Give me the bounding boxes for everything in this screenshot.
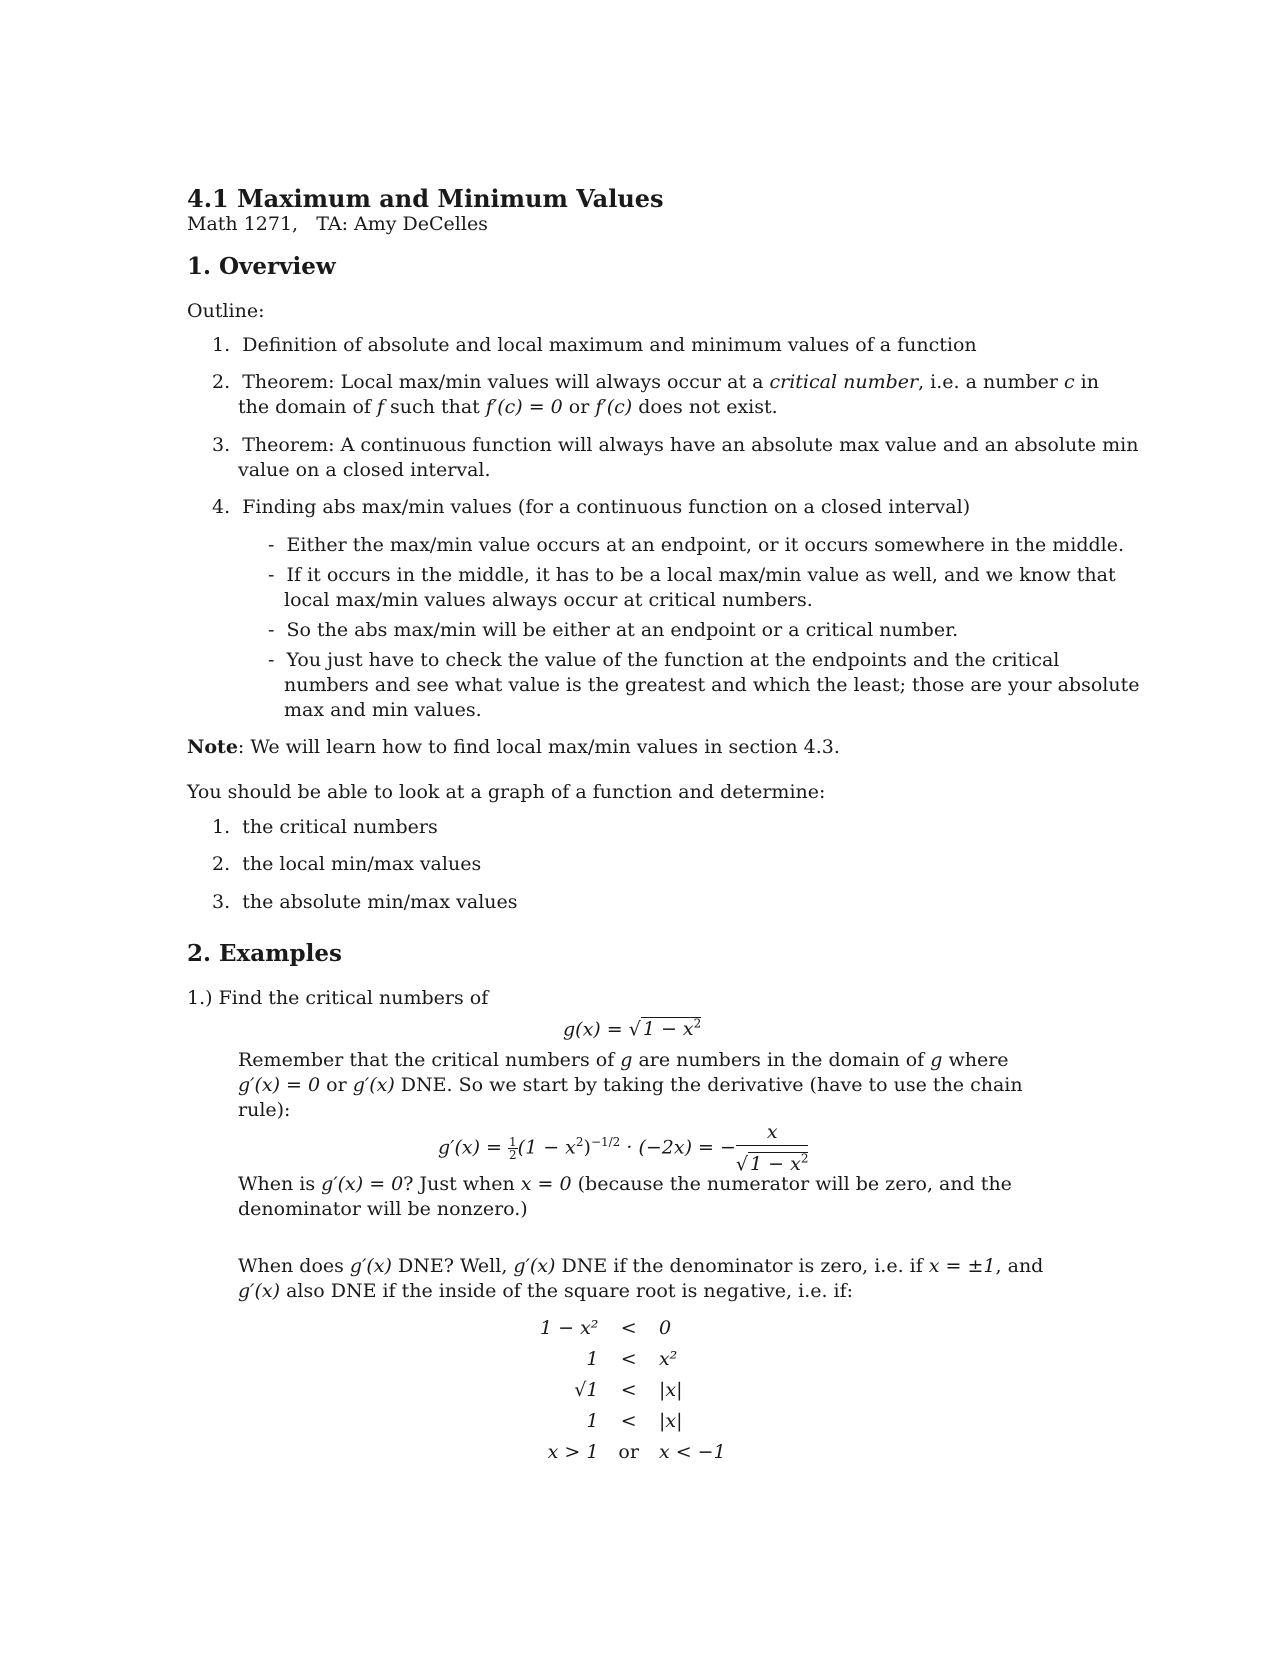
exponent: −1/2 [590, 1135, 621, 1149]
page-title: 4.1 Maximum and Minimum Values [187, 184, 664, 213]
note-label: Note [187, 736, 238, 758]
math-var: f [376, 396, 385, 418]
math-expr: (1 − x [517, 1136, 576, 1159]
inequality-row [530, 1343, 736, 1374]
fraction-numerator: x [736, 1119, 809, 1146]
ineq-rel: < [620, 1378, 637, 1401]
exponent: 2 [575, 1135, 584, 1149]
ineq-right: 0 [658, 1316, 672, 1339]
sub-item-2 [268, 563, 1116, 588]
body-text: When does [238, 1255, 350, 1277]
math-expr: g(x) = [563, 1018, 629, 1041]
math-expr: g′(x) [513, 1255, 556, 1277]
example-1-label: 1.) Find the critical numbers of [187, 987, 489, 1009]
sub-item-4-line-2: numbers and see what value is the greatest and which the least; those are your absolute [284, 674, 1140, 696]
sub-item-text: If it occurs in the middle, it has to be a local max/min value as well, and we know that [286, 564, 1116, 586]
outline-item-number: 2. [212, 371, 231, 393]
body-text: , and [995, 1255, 1044, 1277]
math-expr: g′(x) = [438, 1136, 509, 1159]
para-2-line-1 [238, 1172, 1012, 1197]
course-label: Math 1271, [187, 213, 299, 235]
sub-item-3 [268, 618, 958, 643]
math-var: c [1063, 371, 1075, 393]
body-text: ? Just when [403, 1173, 521, 1195]
ineq-left: 1 − x² [540, 1316, 599, 1339]
ineq-left: 1 [586, 1409, 599, 1432]
exponent: 2 [693, 1017, 702, 1031]
derivative-equation [438, 1116, 808, 1177]
ineq-right: x² [658, 1347, 678, 1370]
outline-item-2-line-2 [238, 395, 778, 420]
graph-item-text: the local min/max values [242, 853, 482, 875]
body-text: DNE. So we start by taking the derivative (have to use the chain [394, 1074, 1023, 1096]
outline-item-text: Theorem: A continuous function will always have an absolute max value and an absolute min [242, 434, 1139, 456]
sqrt-icon: √ [628, 1018, 641, 1041]
outline-item-number: 4. [212, 496, 231, 518]
inequality-row [530, 1436, 736, 1467]
para-1-line-3: rule): [238, 1099, 291, 1121]
examples-heading: 2. Examples [187, 940, 342, 967]
outline-item-text: Definition of absolute and local maximum and minimum values of a function [242, 334, 977, 356]
body-text: (because the numerator will be zero, and the [571, 1173, 1012, 1195]
graph-item-text: the absolute min/max values [242, 891, 518, 913]
body-text: or [320, 1074, 353, 1096]
math-var: g [620, 1049, 633, 1071]
outline-item-number: 1. [212, 334, 231, 356]
inequality-row [530, 1374, 736, 1405]
outline-item-text: such that [384, 396, 486, 418]
math-expr: f′(c) [595, 396, 633, 418]
body-text: DNE if the denominator is zero, i.e. if [555, 1255, 929, 1277]
math-var: g [930, 1049, 943, 1071]
graph-item-number: 2. [212, 853, 231, 875]
math-expr: · (−2x) = − [620, 1136, 736, 1159]
math-expr: 1 − x [750, 1153, 801, 1176]
sub-item-text: So the abs max/min will be either at an endpoint or a critical number. [286, 619, 959, 641]
outline-item-1 [212, 333, 977, 358]
math-expr: g′(x) [238, 1280, 281, 1302]
outline-item-text: or [562, 396, 596, 418]
outline-item-text: Finding abs max/min values (for a continuous function on a closed interval) [242, 496, 971, 518]
ineq-rel: < [620, 1316, 637, 1339]
math-expr: g′(x) [349, 1255, 392, 1277]
graph-intro: You should be able to look at a graph of a function and determine: [187, 781, 826, 803]
sub-item-text: Either the max/min value occurs at an endpoint, or it occurs somewhere in the middle. [286, 534, 1125, 556]
sub-item-4 [268, 648, 1059, 673]
body-text: Remember that the critical numbers of [238, 1049, 621, 1071]
ineq-right: |x| [658, 1409, 683, 1432]
graph-item-2 [212, 852, 481, 877]
math-expr: g′(x) [352, 1074, 395, 1096]
outline-item-2 [212, 370, 1099, 395]
para-3-line-1 [238, 1254, 1043, 1279]
sub-item-2-line-2: local max/min values always occur at critical numbers. [284, 589, 813, 611]
note-text: : We will learn how to find local max/min values in section 4.3. [237, 736, 840, 758]
para-2-line-2: denominator will be nonzero.) [238, 1198, 528, 1220]
ta-label: TA: Amy DeCelles [316, 213, 488, 235]
outline-item-text: , i.e. a number [918, 371, 1064, 393]
para-1-line-2 [238, 1073, 1023, 1098]
para-3-line-2 [238, 1279, 853, 1304]
math-expr: g′(x) = 0 [238, 1074, 321, 1096]
outline-item-text: the domain of [238, 396, 377, 418]
math-expr: f′(c) = 0 [485, 396, 563, 418]
outline-item-number: 3. [212, 434, 231, 456]
ineq-left: 1 [586, 1347, 599, 1370]
outline-item-3 [212, 433, 1138, 458]
inequality-table [530, 1312, 736, 1467]
outline-item-text: in [1074, 371, 1099, 393]
graph-item-number: 1. [212, 816, 231, 838]
outline-item-4 [212, 495, 970, 520]
sqrt-icon: √ [735, 1153, 749, 1176]
one-half-fraction [508, 1136, 518, 1161]
body-text: When is [238, 1173, 322, 1195]
ineq-right: x < −1 [658, 1440, 726, 1463]
graph-item-text: the critical numbers [242, 816, 438, 838]
inequality-row [530, 1312, 736, 1343]
dash-bullet: - [268, 649, 275, 671]
math-expr: x = 0 [520, 1173, 572, 1195]
overview-heading: 1. Overview [187, 253, 336, 280]
outline-item-text: Theorem: Local max/min values will always occur at a [242, 371, 770, 393]
sub-item-1 [268, 533, 1124, 558]
graph-item-3 [212, 890, 518, 915]
example-1-function [563, 1012, 701, 1042]
exponent: 2 [800, 1152, 809, 1167]
ineq-left: √1 [574, 1378, 599, 1401]
outline-item-text: does not exist. [632, 396, 778, 418]
fraction-denominator: 2 [509, 1147, 517, 1162]
ineq-rel: < [620, 1409, 637, 1432]
graph-item-number: 3. [212, 891, 231, 913]
sub-item-text: You just have to check the value of the function at the endpoints and the critical [286, 649, 1060, 671]
outline-item-3-line-2: value on a closed interval. [238, 459, 491, 481]
outline-label: Outline: [187, 300, 265, 322]
sub-item-4-line-3: max and min values. [284, 699, 482, 721]
fraction-numerator: 1 [509, 1134, 517, 1149]
body-text: DNE? Well, [391, 1255, 514, 1277]
math-expr: x = ±1 [928, 1255, 996, 1277]
dash-bullet: - [268, 564, 275, 586]
course-line [187, 212, 488, 237]
ineq-left: x > 1 [547, 1440, 599, 1463]
para-1-line-1 [238, 1048, 1009, 1073]
dash-bullet: - [268, 619, 275, 641]
math-expr: ) [583, 1136, 591, 1159]
graph-item-1 [212, 815, 438, 840]
math-expr: 1 − x [642, 1018, 694, 1041]
inequality-row [530, 1405, 736, 1436]
derivative-fraction [736, 1119, 809, 1177]
body-text: also DNE if the inside of the square root is negative, i.e. if: [280, 1280, 854, 1302]
sqrt-radicand [641, 1017, 701, 1040]
ineq-right: |x| [658, 1378, 683, 1401]
ineq-rel: < [620, 1347, 637, 1370]
math-expr: g′(x) = 0 [321, 1173, 404, 1195]
note-line [187, 735, 840, 760]
critical-number-term: critical number [769, 371, 919, 393]
body-text: are numbers in the domain of [632, 1049, 931, 1071]
body-text: where [942, 1049, 1009, 1071]
ineq-rel: or [618, 1440, 639, 1463]
dash-bullet: - [268, 534, 275, 556]
